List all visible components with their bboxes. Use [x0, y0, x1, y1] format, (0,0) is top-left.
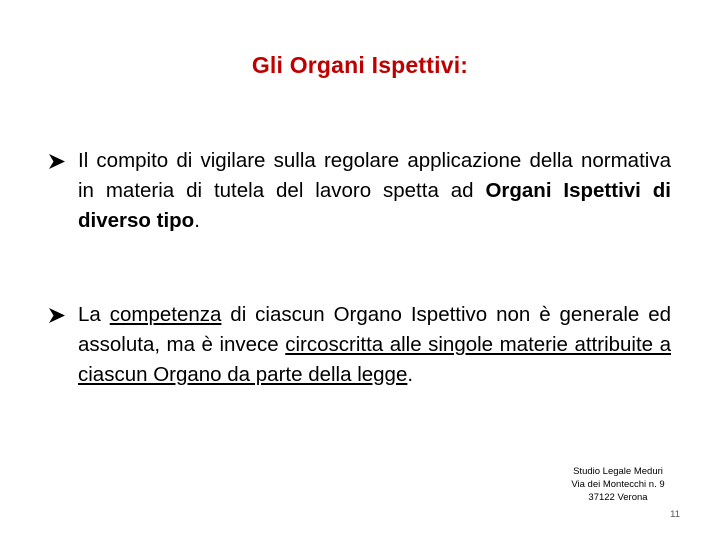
footer-line-1: Studio Legale Meduri — [573, 466, 663, 477]
arrowhead-bullet-icon — [48, 146, 70, 176]
bullet-1-end: . — [194, 209, 200, 232]
bullet-2-text-a: La — [78, 303, 110, 326]
slide-title: Gli Organi Ispettivi: — [251, 52, 469, 78]
bullet-text-1 — [78, 146, 671, 236]
bullet-2-end: . — [407, 363, 414, 386]
footer-line-2: Via dei Montecchi n. 9 — [571, 479, 665, 490]
footer-line-3: 37122 Verona — [588, 492, 648, 503]
bullet-1-text: Il compito di vigilare sulla regolare applicazione della normativa in materia di tutela del lavoro spetta ad — [78, 149, 671, 202]
bullet-item-1 — [48, 146, 671, 236]
bullet-item-2 — [48, 300, 671, 390]
page-number: 11 — [670, 509, 680, 520]
bullet-1-bold-text: Organi Ispettivi di diverso tipo — [78, 179, 671, 232]
bullet-2-underlined-competenza: competenza — [109, 303, 222, 326]
bullet-2-underlined-circoscritta: circoscritta alle singole materie attribuite a ciascun Organo da parte della legge — [78, 333, 671, 386]
bullet-text-2 — [78, 300, 671, 390]
bullet-2-text-b: di ciascun Organo Ispettivo non è generale ed assoluta, ma è invece — [78, 303, 672, 356]
footer-address — [548, 465, 688, 504]
arrowhead-bullet-icon — [48, 300, 70, 330]
